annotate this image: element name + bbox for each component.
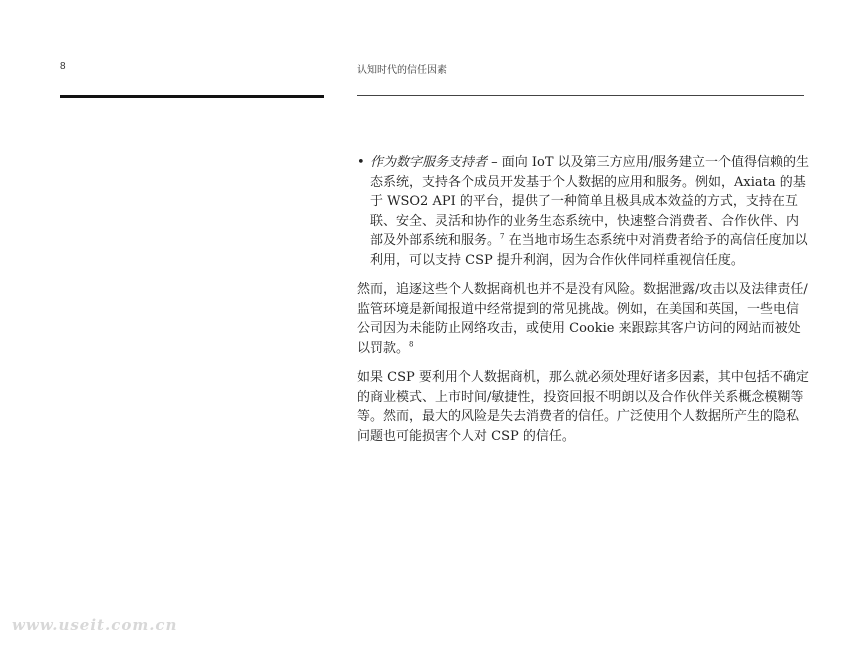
bullet-item <box>357 153 810 270</box>
main-text-column <box>357 153 810 456</box>
running-header-title: 认知时代的信任因素 <box>357 65 447 76</box>
paragraph-risks-text: 然而，追逐这些个人数据商机也并不是没有风险。数据泄露/攻击以及法律责任/监管环境是新闻报道中经常提到的常见挑战。例如，在美国和英国，一些电信公司因为未能防止网络攻击，或使用 Cookie 来跟踪其客户访问的网站而被处以罚款。 <box>357 282 808 356</box>
bullet-text-part-2: 在当地市场生态系统中对消费者给予的高信任度加以利用，可以支持 CSP 提升利润，因为合作伙伴同样重视信任度。 <box>370 233 808 268</box>
paragraph-risks <box>357 280 810 358</box>
bullet-term: 作为数字服务支持者 <box>370 155 488 170</box>
bullet-marker: • <box>357 155 365 170</box>
page-number: 8 <box>60 61 66 72</box>
paragraph-trust: 如果 CSP 要利用个人数据商机，那么就必须处理好诸多因素，其中包括不确定的商业模式、上市时间/敏捷性，投资回报不明朗以及合作伙伴关系概念模糊等等。然而，最大的风险是失去消费者的信任。广泛使用个人数据所产生的隐私问题也可能损害个人对 CSP 的信任。 <box>357 370 809 444</box>
left-column-rule <box>60 95 324 98</box>
header-rule <box>357 95 804 96</box>
watermark-logo: www.useit.com.cn <box>12 616 178 634</box>
footnote-ref-8: 8 <box>409 340 414 349</box>
bullet-text-part-1: – 面向 IoT 以及第三方应用/服务建立一个值得信赖的生态系统，支持各个成员开发基于个人数据的应用和服务。例如，Axiata 的基于 WSO2 API 的平台，提供了一种简单且极具成本效益的方式，支持在互联、安全、灵活和协作的业务生态系统中，快速整合消费者、合作伙伴、内部及外部系统和服务。 <box>370 155 810 248</box>
footnote-ref-7: 7 <box>500 232 505 241</box>
